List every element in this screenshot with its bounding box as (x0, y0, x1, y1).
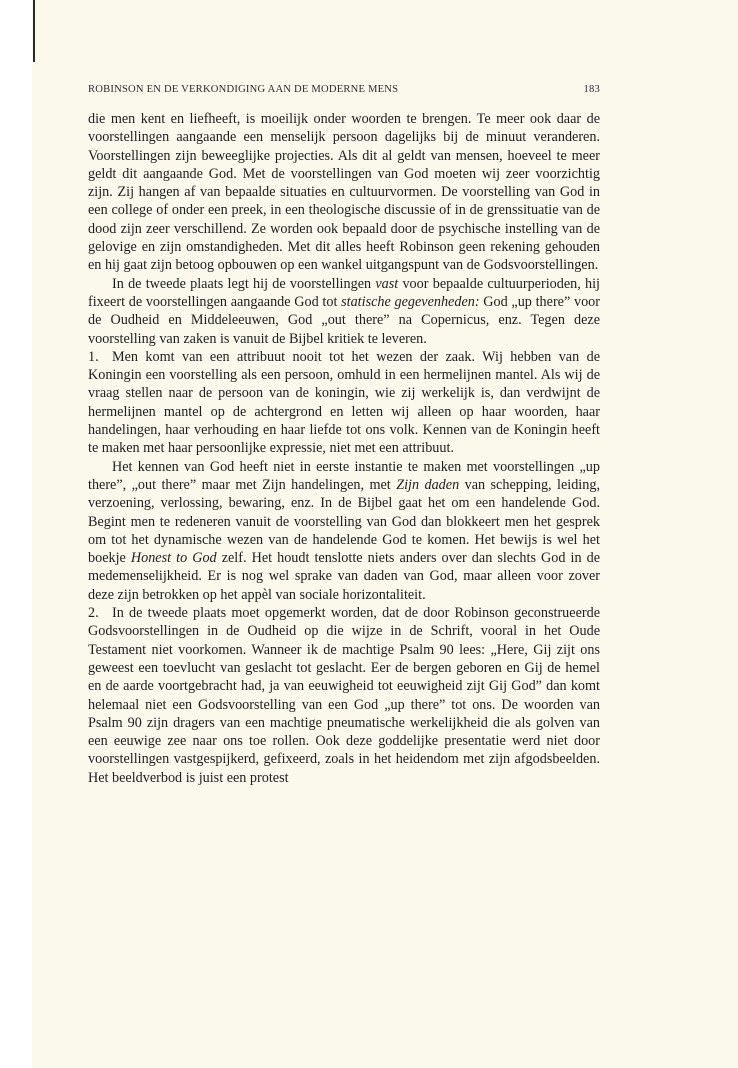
numbered-point-1 (88, 348, 600, 458)
paragraph-text: die men kent en liefheeft, is moeilijk onder woorden te brengen. Te meer ook daar de voorstellingen aangaande een menselijk persoon dagelijks bij de minuut veranderen. Voorstellingen zijn beweeglijke projecties. Als dit al geldt van mensen, hoeveel te meer geldt dit aangaande God. Met de voorstellingen van God moeten wij zeer voorzichtig zijn. Zij hangen af van bepaalde situaties en cultuurvormen. De voorstelling van God in een college of onder een preek, in een theologische discussie of in de grenssituatie van de dood zijn zeer verschillend. Ze worden ook bepaald door de psychische instelling van de gelovige en zijn omstandigheden. Met dit alles heeft Robinson geen rekening gehouden en hij gaat zijn betoog opbouwen op een wankel uitgangspunt van de Godsvoorstellingen. (88, 111, 600, 274)
list-number: 1. (88, 348, 99, 365)
paragraph-text: In de tweede plaats moet opgemerkt worden, dat de door Robinson geconstrueerde Godsvoorstellingen in de Oudheid op die wijze in de Schrift, vooral in het Oude Testament niet voorkomen. Wanneer ik de machtige Psalm 90 lees: „Here, Gij zijt ons geweest een toevlucht van geslacht tot geslacht. Eer de bergen geboren en Gij de hemel en de aarde voortgebracht had, ja van eeuwigheid tot eeuwigheid zijt Gij God” dan komt helemaal niet een Godsvoorstelling van een God „up there” tot ons. De woorden van Psalm 90 zijn dragers van een machtige pneumatische werkelijkheid die als golven van een eeuwige zee naar ons toe rollen. Ook deze goddelijke presentatie werd niet door voorstellingen vastgespijkerd, gefixeerd, zoals in het heidendom met zijn afgodsbeelden. Het beeldverbod is juist een protest (88, 605, 600, 786)
running-head (88, 84, 600, 95)
running-head-title: ROBINSON EN DE VERKONDIGING AAN DE MODERNE MENS (88, 84, 399, 95)
page-edge-line (33, 0, 35, 62)
numbered-point-2 (88, 604, 600, 787)
emphasis-statische-gegevenheden: statische gegevenheden: (341, 293, 480, 310)
paragraph-continuation (88, 110, 600, 275)
paragraph-text: van schepping, leiding, verzoening, verlossing, bewaring, enz. In de Bijbel gaat het om een handelende God. Begint men te redeneren vanuit de voorstelling van God dan blokkeert men het gesprek om tot het dynamische wezen van de handelende God te komen. Het bewijs is wel het boekje (88, 476, 600, 567)
paragraph-text: Het kennen van God heeft niet in eerste instantie te maken met voorstellingen „up there”, „out there” maar met Zijn handelingen, met (88, 458, 600, 493)
list-number: 2. (88, 605, 99, 622)
emphasis-zijn-daden: Zijn daden (396, 476, 460, 493)
paragraph-text: In de tweede plaats legt hij de voorstellingen (112, 275, 376, 292)
emphasis-honest-to-god: Honest to God (130, 550, 217, 567)
body-text (88, 110, 600, 787)
paragraph-text: zelf. Het houdt tenslotte niets anders over dan slechts God in de medemenselijkheid. Er is nog wel sprake van daden van God, maar alleen voor zover deze zijn betrokken op het appèl van sociale horizontaliteit. (88, 550, 600, 603)
paragraph-text: God „up there” voor de Oudheid en Middeleeuwen, God „out there” na Copernicus, enz. Tegen deze voorstelling van zaken is vanuit de Bijbel kritiek te leveren. (88, 293, 600, 347)
paragraph-kennen-van-god (88, 458, 600, 604)
paragraph-text: Men komt van een attribuut nooit tot het wezen der zaak. Wij hebben van de Koningin een voorstelling als een persoon, omhuld in een hermelijnen mantel. Als wij de vraag stellen naar de persoon van de koningin, wie zij werkelijk is, dan verdwijnt de hermelijnen mantel op de achtergrond en letten wij alleen op haar woorden, haar handelingen, haar verhouding en haar liefde tot ons volk. Kennen van de Koningin heeft te maken met haar persoonlijke expressie, niet met een attribuut. (88, 348, 600, 457)
page-number: 183 (583, 84, 600, 95)
paragraph-tweede-plaats (88, 275, 600, 348)
paragraph-text: voor bepaalde cultuurperioden, hij fixeert de voorstellingen aangaande God tot (88, 275, 600, 310)
emphasis-vast: vast (375, 275, 399, 292)
